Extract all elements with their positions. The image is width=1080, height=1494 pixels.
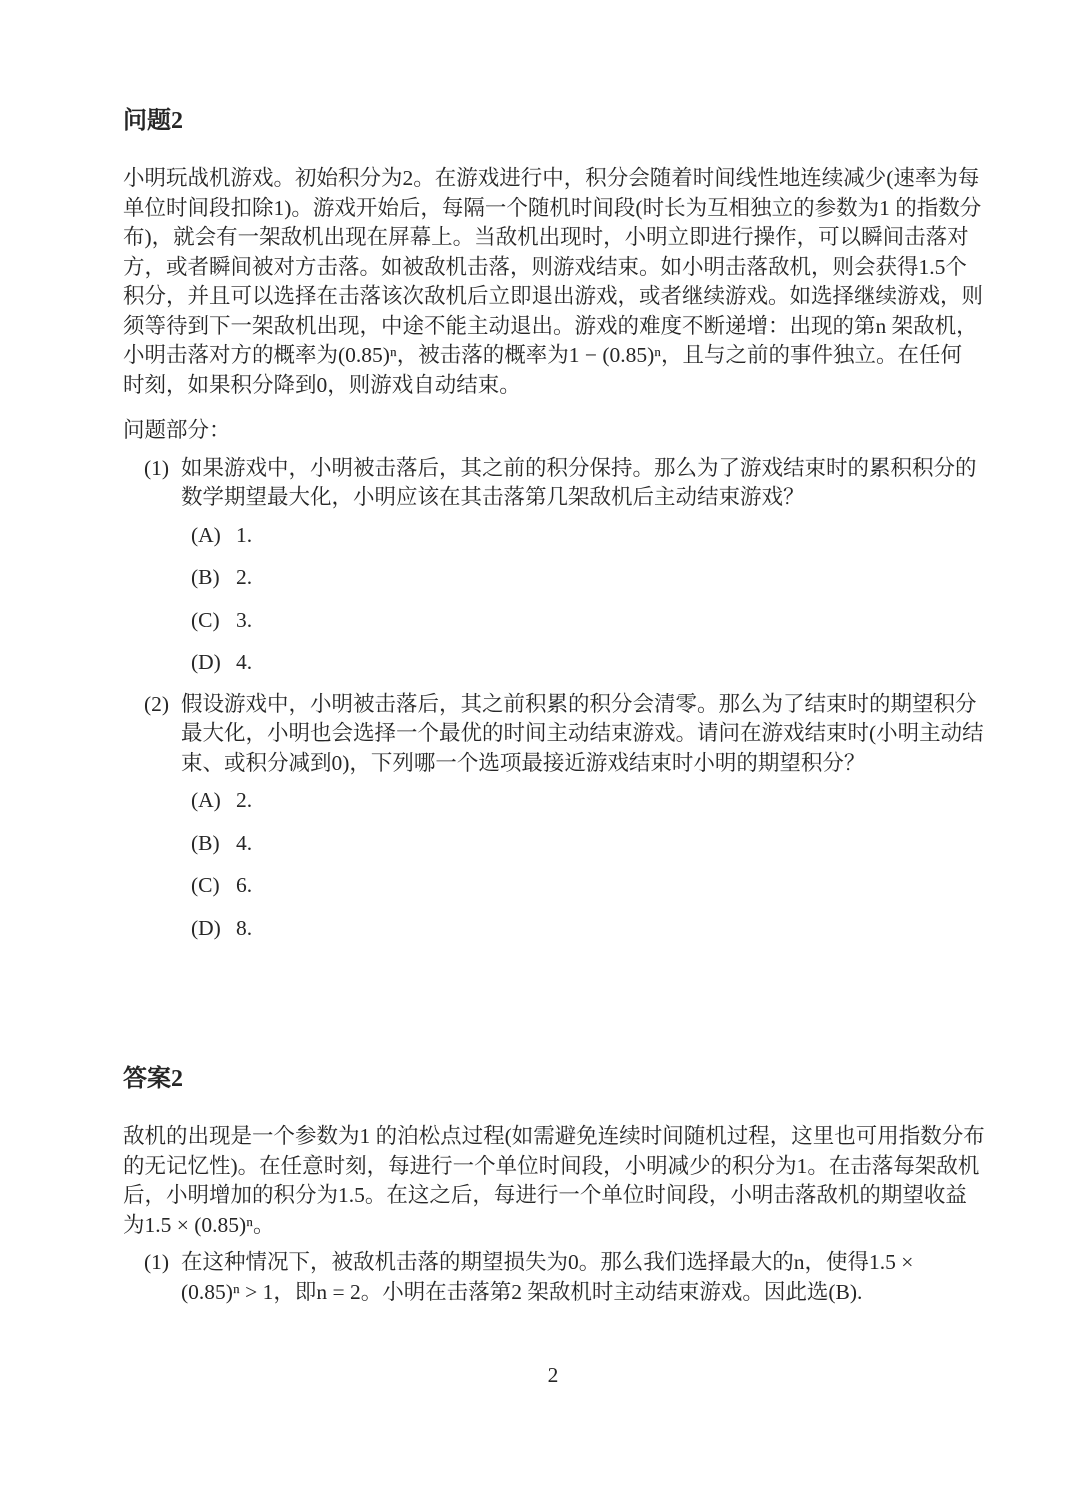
problem-description-line: 小明击落对方的概率为(0.85)ⁿ，被击落的概率为1 − (0.85)ⁿ，且与之前的事件独立。在任何: [123, 343, 963, 367]
answer-description-line: 后，小明增加的积分为1.5。在这之后，每进行一个单位时间段，小明击落敌机的期望收益: [123, 1183, 967, 1207]
option-value: 1.: [236, 522, 253, 547]
answer-item-1: [123, 1248, 983, 1307]
option-label: (D): [191, 915, 221, 940]
answer-1-line: (0.85)ⁿ > 1，即n = 2。小明在击落第2 架敌机时主动结束游戏。因此选(B).: [181, 1279, 863, 1304]
text-block: [123, 0, 983, 1307]
page-number: 2: [547, 1363, 559, 1387]
answer-description-line: 的无记忆性)。在任意时刻，每进行一个单位时间段，小明减少的积分为1。在击落每架敌机: [123, 1153, 980, 1178]
problem-description-line: 时刻，如果积分降到0，则游戏自动结束。: [123, 372, 521, 397]
question-1-number: (1): [144, 455, 170, 480]
problem-description-line: 小明玩战机游戏。初始积分为2。在游戏进行中，积分会随着时间线性地连续减少(速率为每: [123, 166, 980, 190]
problem-description: [123, 164, 983, 400]
answer-description: [123, 1122, 983, 1240]
answer-1-line: 在这种情况下，被敌机击落的期望损失为0。那么我们选择最大的n，使得1.5 ×: [181, 1250, 914, 1274]
option-label: (A): [191, 788, 221, 812]
option-row-d: [191, 648, 983, 678]
problem-description-line: 积分，并且可以选择在击落该次敌机后立即退出游戏，或者继续游戏。如选择继续游戏，则: [123, 284, 984, 308]
answer-description-line: 为1.5 × (0.85)ⁿ。: [123, 1212, 275, 1237]
question-2-line: 最大化，小明也会选择一个最优的时间主动结束游戏。请问在游戏结束时(小明主动结: [181, 721, 984, 745]
option-value: 8.: [236, 915, 253, 940]
option-row-c: [191, 871, 984, 901]
question-item-2: [123, 690, 983, 944]
option-label: (C): [191, 873, 220, 897]
option-label: (D): [191, 650, 221, 674]
answer-1-number: (1): [144, 1250, 170, 1274]
option-row-d: [191, 914, 984, 944]
problem-description-line: 方，或者瞬间被对方击落。如被敌机击落，则游戏结束。如小明击落敌机，则会获得1.5个: [123, 254, 967, 279]
problem-description-line: 须等待到下一架敌机出现，中途不能主动退出。游戏的难度不断递增：出现的第n 架敌机，: [123, 313, 978, 338]
question-2-number: (2): [144, 691, 170, 716]
question-2-options: [191, 786, 984, 943]
question-2-line: 假设游戏中，小明被击落后，其之前积累的积分会清零。那么为了结束时的期望积分: [181, 691, 977, 716]
problem-description-line: 布)，就会有一架敌机出现在屏幕上。当敌机出现时，小明立即进行操作，可以瞬间击落对: [123, 225, 969, 249]
question-1-line: 数学期望最大化，小明应该在其击落第几架敌机后主动结束游戏？: [181, 485, 805, 509]
option-value: 4.: [236, 830, 253, 855]
question-1-line: 如果游戏中，小明被击落后，其之前的积分保持。那么为了游戏结束时的累积积分的: [181, 455, 977, 480]
problem-heading: 问题2: [123, 108, 183, 134]
problem-description-line: 单位时间段扣除1)。游戏开始后，每隔一个随机时间段(时长为互相独立的参数为1 的指数分: [123, 195, 982, 220]
answer-heading: 答案2: [123, 1066, 183, 1092]
question-2-line: 束、或积分减到0)，下列哪一个选项最接近游戏结束时小明的期望积分？: [181, 750, 866, 775]
questions-section-label: 问题部分：: [123, 418, 231, 442]
option-label: (C): [191, 607, 220, 632]
question-2-body: [181, 690, 984, 944]
question-item-1: [123, 454, 983, 678]
option-value: 2.: [236, 565, 253, 589]
option-row-c: [191, 606, 983, 636]
option-value: 2.: [236, 788, 253, 812]
option-value: 6.: [236, 873, 253, 897]
option-row-b: [191, 829, 984, 859]
option-row-a: [191, 521, 983, 551]
question-1-options: [191, 521, 983, 678]
option-label: (B): [191, 565, 220, 589]
option-value: 3.: [236, 607, 253, 632]
option-value: 4.: [236, 650, 253, 674]
answer-1-body: [181, 1248, 983, 1307]
option-label: (A): [191, 522, 221, 547]
option-label: (B): [191, 830, 220, 855]
answer-description-line: 敌机的出现是一个参数为1 的泊松点过程(如需避免连续时间随机过程，这里也可用指数分布: [123, 1124, 985, 1148]
option-row-b: [191, 563, 983, 593]
option-row-a: [191, 786, 984, 816]
question-1-body: [181, 454, 983, 678]
